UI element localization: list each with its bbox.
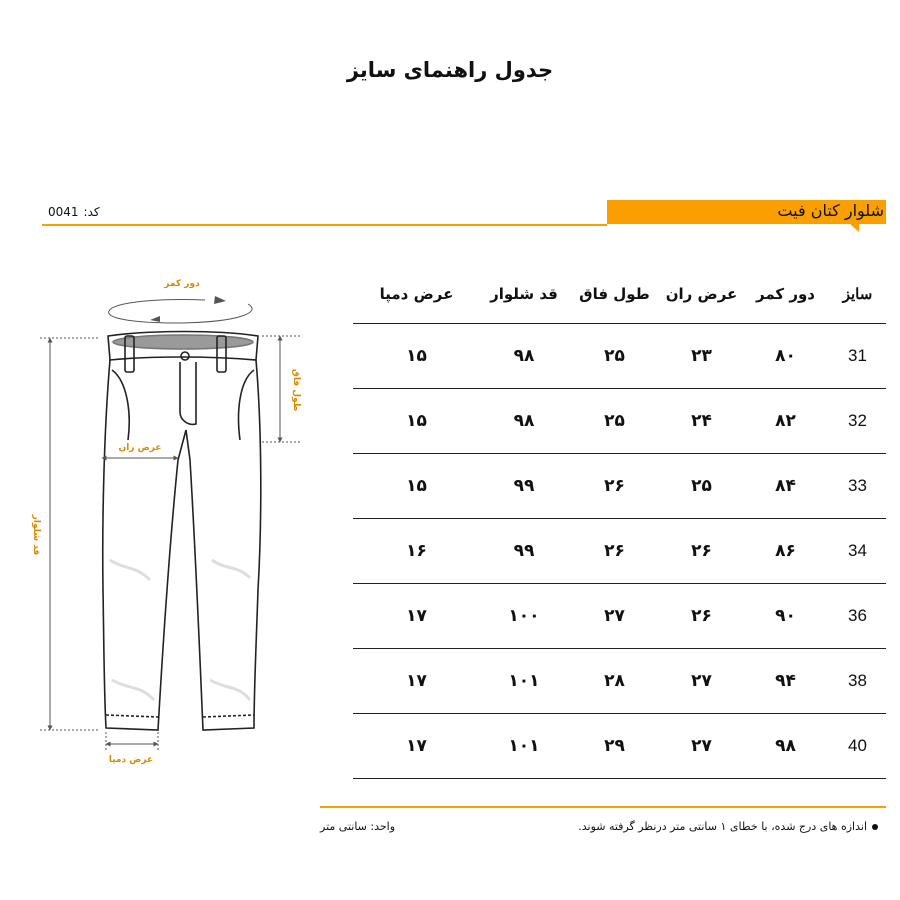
cell-hem: ۱۵ — [406, 346, 427, 366]
table-row — [353, 389, 886, 454]
product-header-notch — [850, 224, 859, 232]
cell-waist: ۹۴ — [775, 671, 796, 691]
length-label: قد شلوار — [31, 514, 41, 556]
hem-label: عرض دمپا — [108, 755, 154, 765]
cell-size: 40 — [848, 736, 867, 755]
page-title: جدول راهنمای سایز — [346, 58, 554, 82]
waist-measure-icon — [109, 296, 252, 323]
cell-size: 32 — [848, 411, 867, 430]
waist-label: دور کمر — [164, 279, 200, 289]
table-row — [353, 324, 886, 389]
table-row — [353, 519, 886, 584]
cell-length: ۹۹ — [513, 476, 535, 496]
table-header-row — [353, 265, 886, 324]
cell-rise: ۲۶ — [604, 476, 625, 496]
thigh-label: عرض ران — [118, 443, 162, 453]
cell-rise: ۲۵ — [604, 411, 625, 431]
cell-waist: ۸۰ — [775, 346, 796, 366]
cell-length: ۹۸ — [513, 411, 535, 431]
cell-rise: ۲۹ — [604, 736, 625, 756]
cell-rise: ۲۸ — [604, 671, 625, 691]
size-table — [353, 265, 886, 779]
footer-note-text: اندازه های درج شده، با خطای ۱ سانتی متر درنظر گرفته شوند. — [578, 820, 867, 833]
cell-hem: ۱۶ — [406, 541, 427, 561]
table-row — [353, 649, 886, 714]
cell-hem: ۱۷ — [406, 671, 427, 691]
cell-size: 34 — [848, 541, 867, 560]
header-divider — [42, 224, 607, 226]
cell-thigh: ۲۶ — [691, 606, 712, 626]
cell-length: ۱۰۱ — [508, 671, 540, 691]
table-row — [353, 584, 886, 649]
cell-size: 33 — [848, 476, 867, 495]
header-hem: عرض دمپا — [379, 285, 454, 303]
header-rise: طول فاق — [579, 285, 650, 303]
cell-rise: ۲۵ — [604, 346, 625, 366]
table-body — [353, 324, 886, 779]
length-dimension-icon — [40, 338, 100, 730]
footer-note — [578, 820, 878, 833]
bullet-icon — [872, 824, 878, 830]
cell-thigh: ۲۳ — [691, 346, 712, 366]
cell-rise: ۲۶ — [604, 541, 625, 561]
cell-waist: ۸۴ — [775, 476, 796, 496]
cell-length: ۱۰۰ — [508, 606, 540, 626]
cell-hem: ۱۵ — [406, 411, 427, 431]
rise-label: طول فاق — [291, 368, 301, 412]
product-code-value: 0041 — [48, 205, 79, 219]
cell-thigh: ۲۴ — [691, 411, 712, 431]
product-code — [48, 205, 100, 219]
product-name: شلوار کتان فیت — [777, 201, 884, 220]
cell-waist: ۹۸ — [775, 736, 796, 756]
table-row — [353, 714, 886, 779]
cell-hem: ۱۵ — [406, 476, 427, 496]
cell-hem: ۱۷ — [406, 736, 427, 756]
pants-diagram — [0, 260, 320, 780]
unit-label: واحد: سانتی متر — [320, 820, 396, 833]
cell-waist: ۸۶ — [775, 541, 796, 561]
product-code-label: کد: — [83, 205, 100, 219]
cell-thigh: ۲۷ — [691, 671, 712, 691]
pants-outline-icon — [103, 332, 261, 731]
cell-thigh: ۲۶ — [691, 541, 712, 561]
cell-waist: ۹۰ — [775, 606, 796, 626]
cell-size: 36 — [848, 606, 867, 625]
table-row — [353, 454, 886, 519]
cell-rise: ۲۷ — [604, 606, 625, 626]
fabric-crease-icon — [110, 560, 250, 700]
cell-length: ۱۰۱ — [508, 736, 540, 756]
cell-hem: ۱۷ — [406, 606, 427, 626]
cell-length: ۹۹ — [513, 541, 535, 561]
cell-waist: ۸۲ — [775, 411, 796, 431]
cell-thigh: ۲۷ — [691, 736, 712, 756]
cell-size: 38 — [848, 671, 867, 690]
hem-dimension-icon — [106, 732, 158, 750]
footer-divider — [320, 806, 886, 808]
cell-length: ۹۸ — [513, 346, 535, 366]
cell-thigh: ۲۵ — [691, 476, 712, 496]
header-waist: دور کمر — [756, 285, 815, 303]
header-size: سایز — [842, 286, 873, 303]
cell-size: 31 — [848, 346, 867, 365]
header-thigh: عرض ران — [665, 285, 738, 303]
header-length: قد شلوار — [490, 285, 558, 303]
